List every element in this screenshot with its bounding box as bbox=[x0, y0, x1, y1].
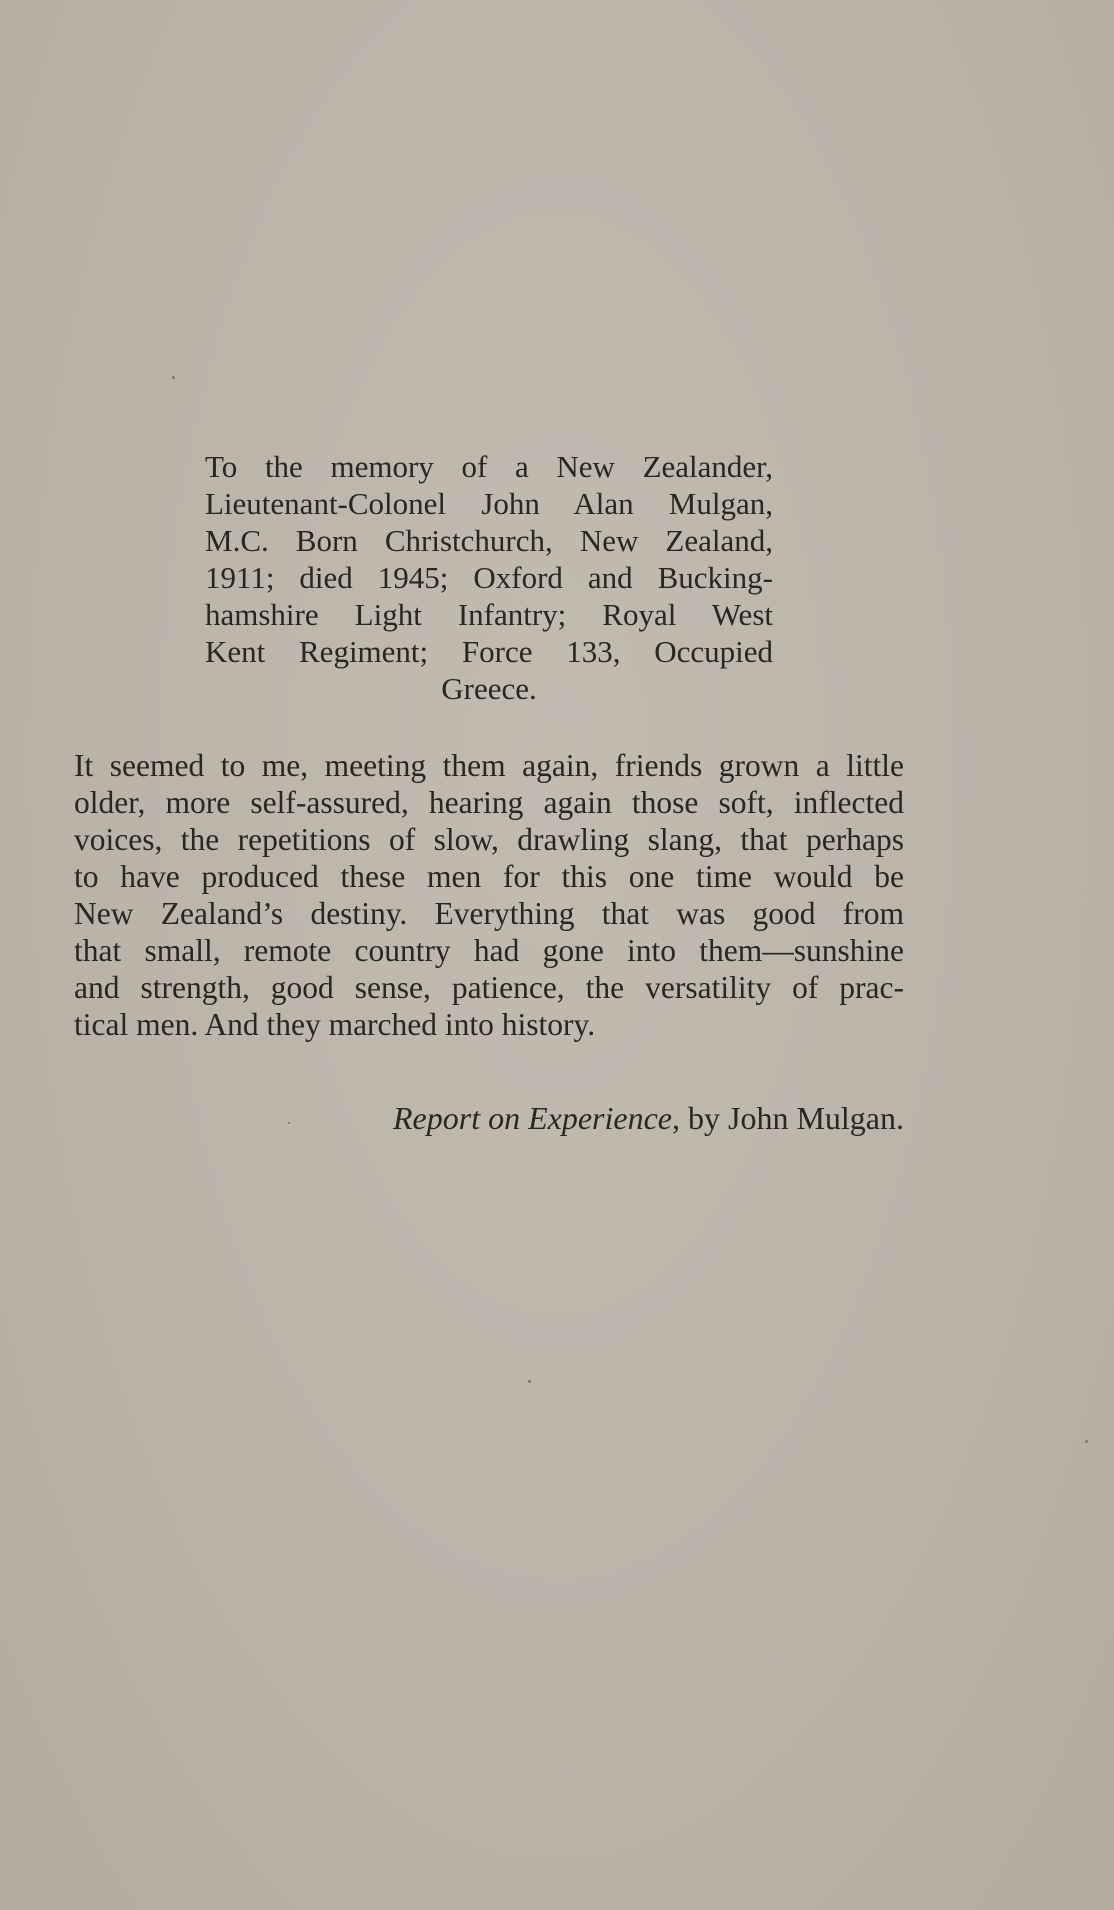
paper-speck bbox=[172, 376, 175, 379]
quote-line: voices, the repetitions of slow, drawling slang, that perhaps bbox=[74, 822, 904, 857]
dedication-line: Lieutenant-Colonel John Alan Mulgan, bbox=[205, 486, 773, 521]
paper-speck bbox=[288, 1122, 290, 1124]
dedication-line: To the memory of a New Zealander, bbox=[205, 449, 773, 484]
quote-line: New Zealand’s destiny. Everything that was good from bbox=[74, 896, 904, 931]
quote-line: tical men. And they marched into history. bbox=[74, 1007, 596, 1042]
paper-speck bbox=[528, 1380, 531, 1383]
quote-line: It seemed to me, meeting them again, friends grown a little bbox=[74, 748, 904, 783]
dedication-line: 1911; died 1945; Oxford and Bucking- bbox=[205, 560, 773, 595]
quote-line: older, more self-assured, hearing again those soft, inflected bbox=[74, 785, 904, 820]
dedication-line: hamshire Light Infantry; Royal West bbox=[205, 597, 773, 632]
work-title: Report on Experience bbox=[393, 1100, 672, 1136]
quote-line: that small, remote country had gone into them—sunshine bbox=[74, 933, 904, 968]
dedication-line: Greece. bbox=[441, 671, 537, 706]
epigraph-quote bbox=[74, 747, 904, 1043]
quote-line: and strength, good sense, patience, the versatility of prac- bbox=[74, 970, 904, 1005]
dedication-line: Kent Regiment; Force 133, Occupied bbox=[205, 634, 773, 669]
paper-speck bbox=[1085, 1440, 1088, 1443]
quote-attribution bbox=[300, 1098, 904, 1138]
dedication-line: M.C. Born Christchurch, New Zealand, bbox=[205, 523, 773, 558]
quote-line: to have produced these men for this one time would be bbox=[74, 859, 904, 894]
dedication-block bbox=[205, 448, 773, 707]
author-byline: , by John Mulgan. bbox=[672, 1100, 904, 1136]
